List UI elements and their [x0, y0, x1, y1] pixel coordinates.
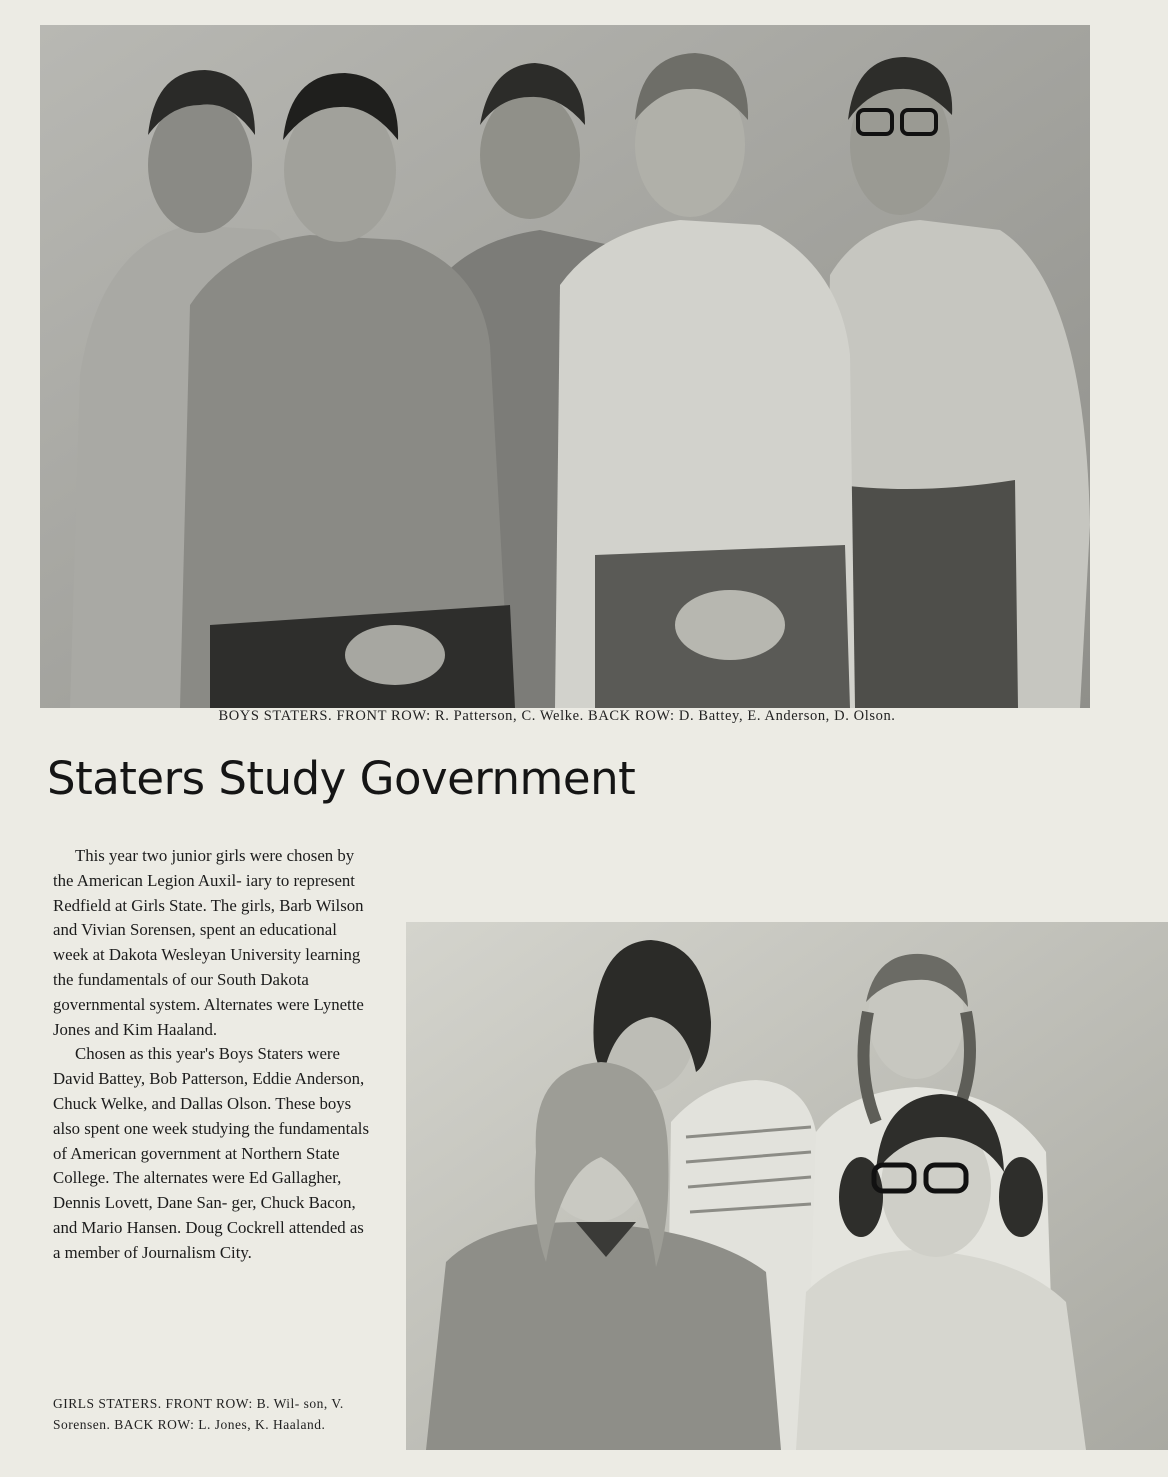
page-headline: Staters Study Government	[47, 752, 636, 805]
girls-staters-photo	[406, 922, 1168, 1450]
boys-staters-photo	[40, 25, 1090, 708]
boys-staters-photo-graphic	[40, 25, 1090, 708]
article-paragraph: Chosen as this year's Boys Staters were David Battey, Bob Patterson, Eddie Anderson, Chuck Welke, and Dallas Olson. These boys also spent one week studying the fundamentals of American government at Northern State College. The alternates were Ed Gallagher, Dennis Lovett, Dane San- ger, Chuck Bacon, and Mario Hansen. Doug Cockrell attended as a member of Journalism City.	[53, 1044, 369, 1262]
girls-staters-photo-graphic	[406, 922, 1168, 1450]
boys-staters-caption: BOYS STATERS. FRONT ROW: R. Patterson, C. Welke. BACK ROW: D. Battey, E. Anderson, D. Olson.	[218, 708, 896, 724]
article-paragraph: This year two junior girls were chosen by the American Legion Auxil- iary to represent Redfield at Girls State. The girls, Barb Wilson and Vivian Sorensen, spent an educational week at Dakota Wesleyan University learning the fundamentals of our South Dakota governmental system. Alternates were Lynette Jones and Kim Haaland.	[53, 846, 364, 1039]
girls-staters-caption: GIRLS STATERS. FRONT ROW: B. Wil- son, V. Sorensen. BACK ROW: L. Jones, K. Haaland.	[53, 1396, 344, 1433]
article-body	[53, 844, 371, 1266]
